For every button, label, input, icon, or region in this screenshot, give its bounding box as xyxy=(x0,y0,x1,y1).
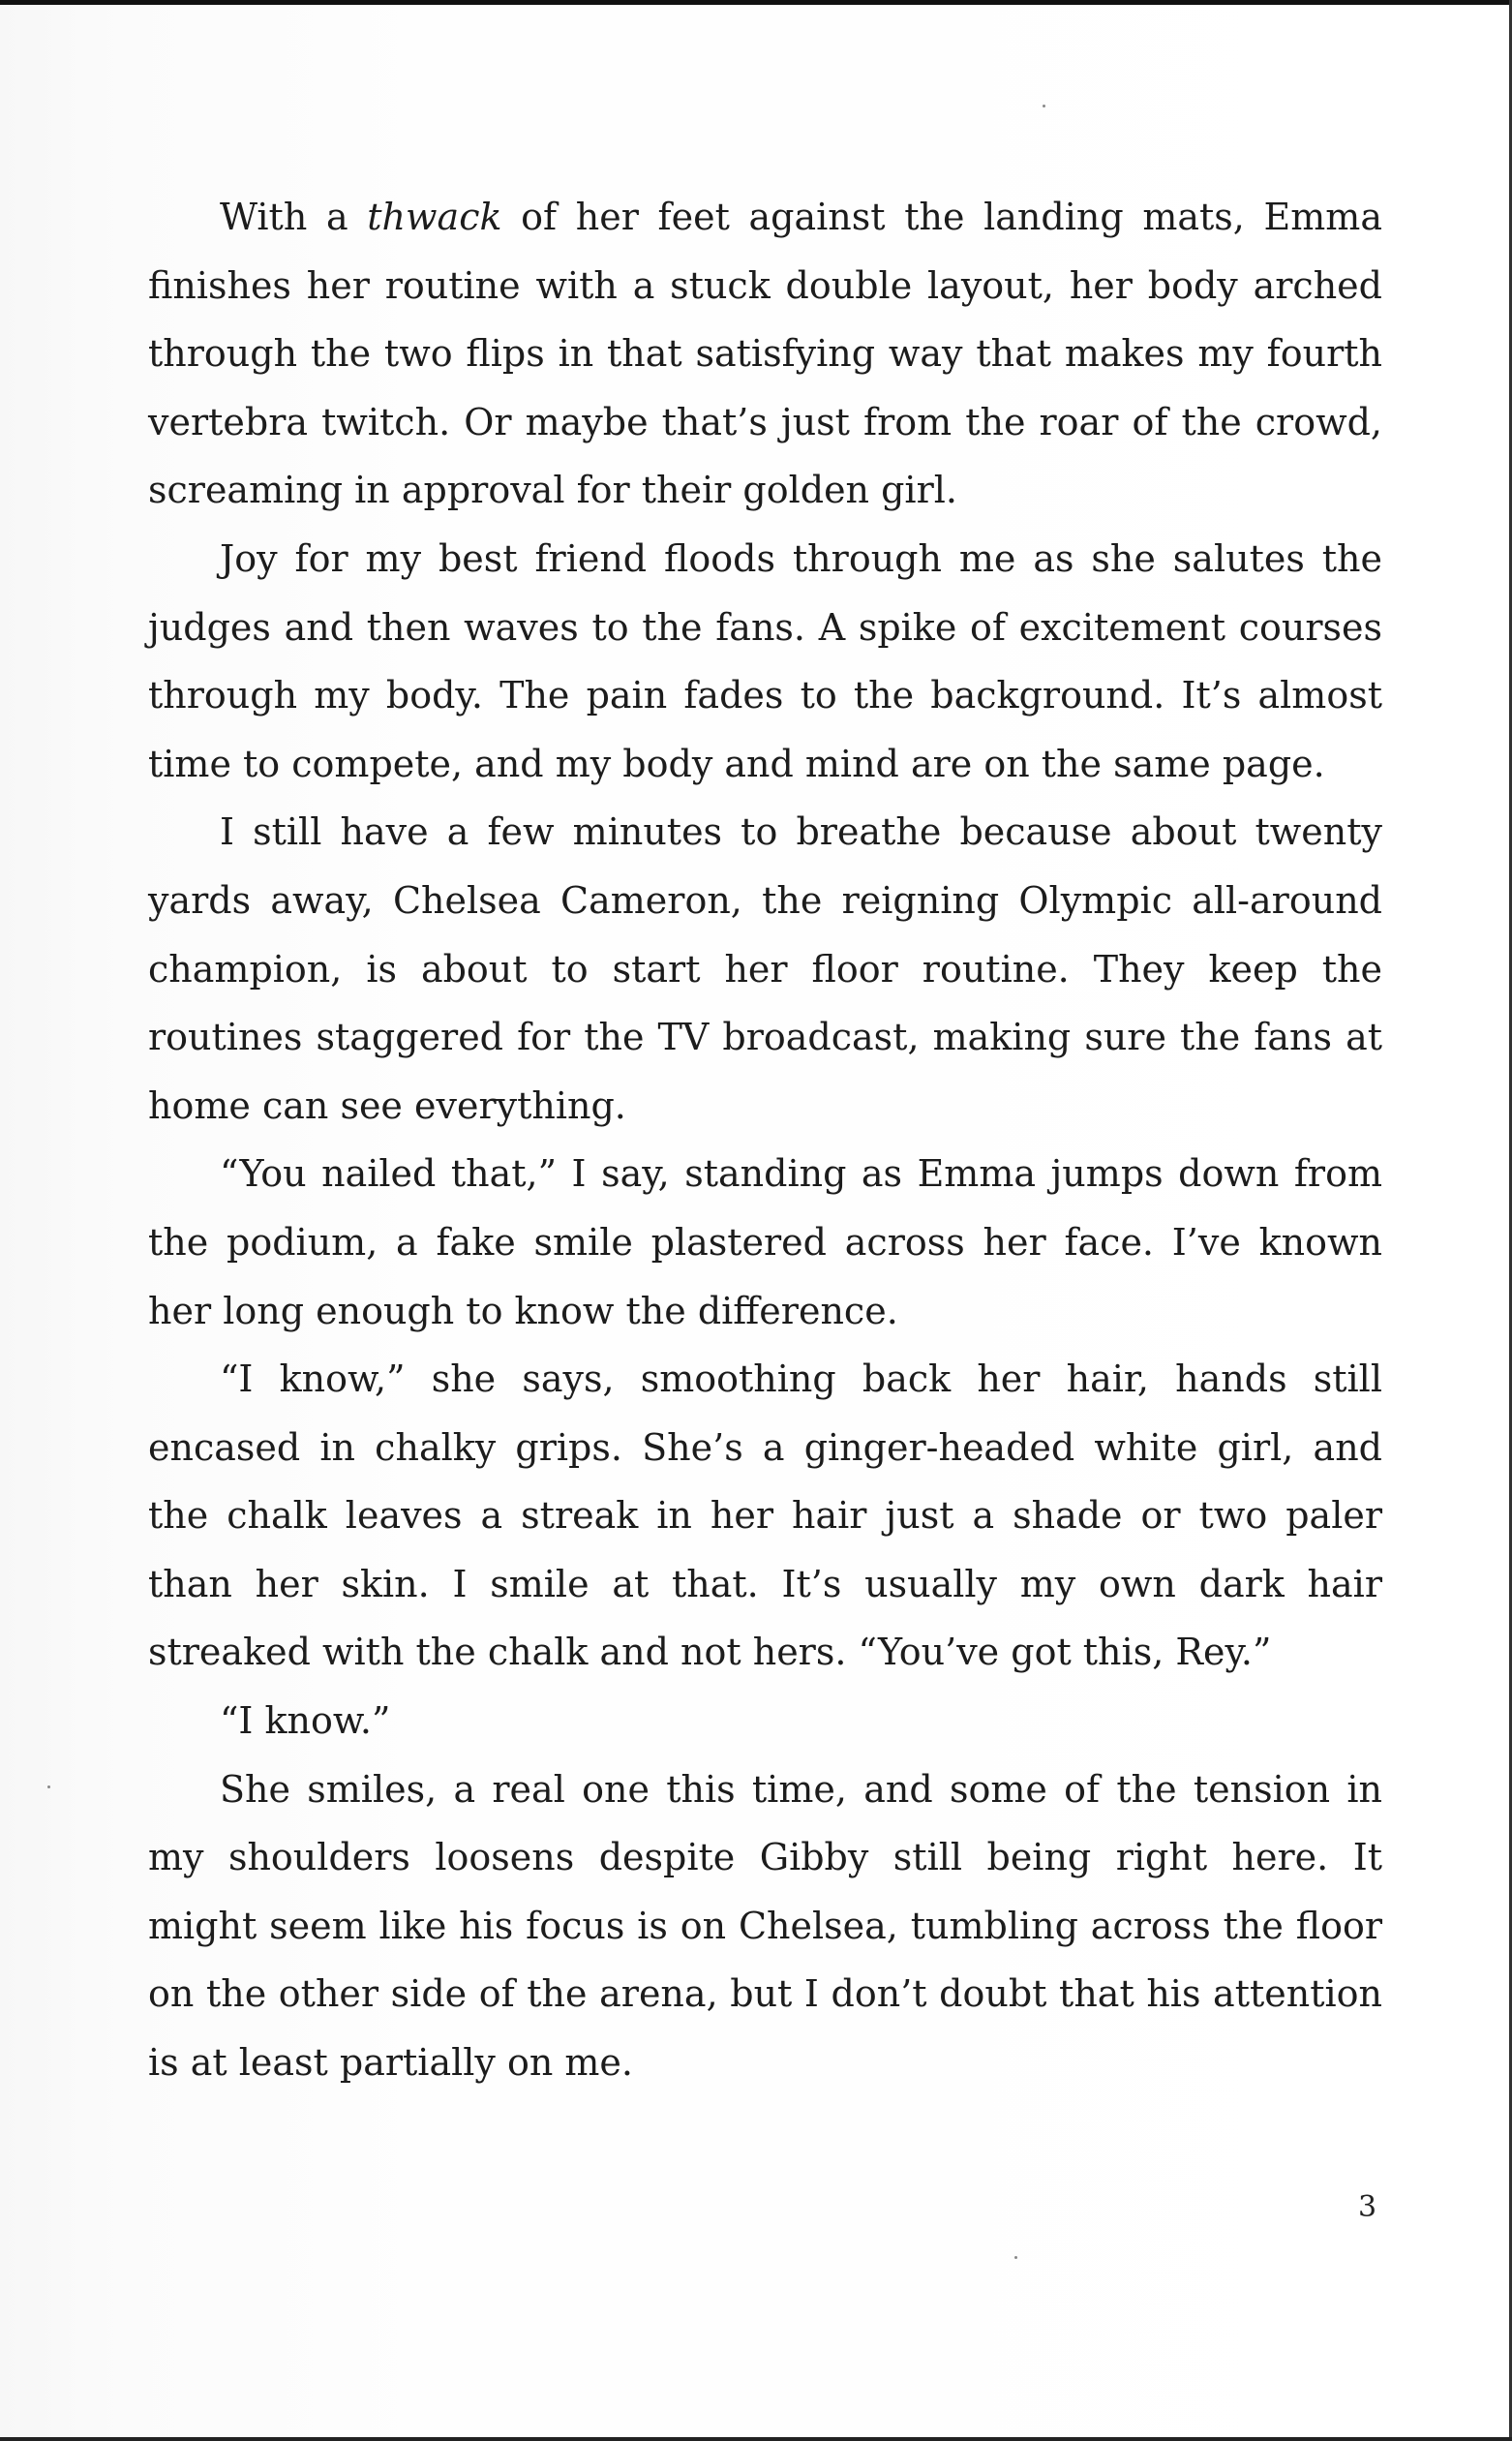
paragraph: I still have a few minutes to breathe because about twenty yards away, Chelsea Cameron, the reigning Olympic all-around champion, is about to start her floor routine. They keep the routines staggered for the TV broadcast, making sure the fans at home can see everything. xyxy=(148,810,1382,1127)
page-number: 3 xyxy=(1358,2190,1377,2224)
scan-top-edge xyxy=(0,0,1512,5)
scan-bottom-edge xyxy=(0,2437,1512,2441)
scan-speck xyxy=(47,1785,50,1788)
paragraph: “I know.” xyxy=(220,1699,391,1743)
paragraph: She smiles, a real one this time, and some of the tension in my shoulders loosens despite Gibby still being right here. It might seem like his focus is on Chelsea, tumbling across the floor on the other side of the arena, but I don’t doubt that his attention is at least partially on me. xyxy=(148,1767,1382,2085)
paragraph: Joy for my best friend floods through me as she salutes the judges and then waves to the fans. A spike of excitement courses through my body. The pain fades to the background. It’s almost time to compete, and my body and mind are on the same page. xyxy=(148,536,1382,785)
paragraph: “I know,” she says, smoothing back her hair, hands still encased in chalky grips. She’s a ginger-headed white girl, and the chalk leaves a streak in her hair just a shade or two paler than her skin. I smile at that. It’s usually my own dark hair streaked with the chalk and not hers. “You’ve got this, Rey.” xyxy=(148,1358,1382,1674)
emphasized-word: thwack xyxy=(367,196,502,238)
scan-speck xyxy=(1043,105,1045,107)
paragraph: “You nailed that,” I say, standing as Emma jumps down from the podium, a fake smile plastered across her face. I’ve known her long enough to know the difference. xyxy=(148,1152,1382,1332)
paragraph: With a thwack of her feet against the landing mats, Emma finishes her routine with a stuck double layout, her body arched through the two flips in that satisfying way that makes my fourth vertebra twitch. Or maybe that’s just from the roar of the crowd, screaming in approval for their golden girl. xyxy=(148,196,1382,512)
scan-speck xyxy=(1014,2256,1017,2259)
body-text xyxy=(148,183,1382,2097)
